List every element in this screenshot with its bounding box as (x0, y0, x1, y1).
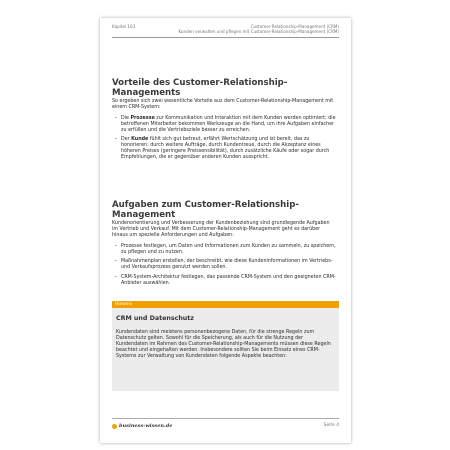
footer-logo (112, 423, 172, 429)
brand-dot-icon (112, 424, 117, 429)
section-body-vorteile (112, 99, 337, 165)
tasks-list (112, 244, 337, 287)
header-subtitle: Kunden verwalten und pflegen mit Customer-Relationship-Management (CRM) (178, 29, 339, 34)
chapter-label: Kapitel 103 (112, 24, 136, 29)
header-title: Customer-Relationship-Management (CRM) (250, 24, 339, 29)
section-body-aufgaben (112, 221, 337, 290)
hint-text: Kundendaten sind meistens personenbezogene Daten, für die strenge Regeln zum Datenschutz gelten. Sowohl für die Speicherung, als auch für die Nutzung der Kundendaten im Rahmen des Customer-Relationship-Managements müssen diese Regeln beachtet und eingehalten werden. Insbesondere sollten Sie beim Einsatz eines CRM-Systems zur Verwaltung von Kundendaten folgende Aspekte beachten: (116, 330, 331, 360)
header-divider (112, 37, 339, 38)
hint-box (112, 308, 339, 391)
section-intro: Kundenorientierung und Verbesserung der Kundenbeziehung sind grundlegende Aufgaben im Vertrieb und Verkauf. Mit dem Customer-Relationship-Management geht es darüber hinaus um spezielle Anforderungen und Aufgaben: (112, 221, 330, 239)
section-heading-aufgaben: Aufgaben zum Customer-Relationship-Management (112, 200, 299, 220)
footer-divider (112, 418, 339, 419)
brand-name: business-wissen.de (119, 423, 173, 429)
list-item: – Prozesse festlegen, um Daten und Informationen zum Kunden zu sammeln, zu speichern, zu pflegen und zu nutzen. (112, 244, 337, 256)
document-page (100, 18, 351, 443)
page-number: Seite 4 (323, 423, 339, 428)
hint-title: CRM und Datenschutz (116, 315, 194, 322)
page-header (112, 24, 339, 34)
hint-label: Hinweis (112, 301, 339, 308)
list-item: – Die Prozesse zur Kommunikation und Interaktion mit dem Kunden werden optimiert; die betroffenen Mitarbeiter bekommen Werkzeuge an die Hand, um ihre Aufgaben einfacher zu erfüllen und die Vertriebsziele besser zu erreichen. (112, 116, 337, 134)
section-intro: So ergeben sich zwei wesentliche Vorteile aus dem Customer-Relationship-Management mit einem CRM-System: (112, 99, 334, 111)
list-item: – Maßnahmenplan erstellen, der beschreibt, wie diese Kundeninformationen im Vertriebs- und Verkaufsprozess genutzt werden sollen. (112, 259, 337, 271)
list-item: – Der Kunde fühlt sich gut betreut, erfährt Wertschätzung und ist bereit, das zu honorieren: durch weitere Aufträge, durch Kundentreue, durch die Akzeptanz eines höheren Preises (geringere Preissensibilität), durch zusätzliche Käufe oder sogar durch Empfehlungen, die er gegenüber anderen Kunden ausspricht. (112, 137, 337, 161)
section-heading-vorteile: Vorteile des Customer-Relationship-Managements (112, 78, 288, 98)
advantages-list (112, 116, 337, 162)
list-item: – CRM-System-Architektur festlegen, das passende CRM-System und den geeigneten CRM-Anbieter auswählen. (112, 275, 337, 287)
